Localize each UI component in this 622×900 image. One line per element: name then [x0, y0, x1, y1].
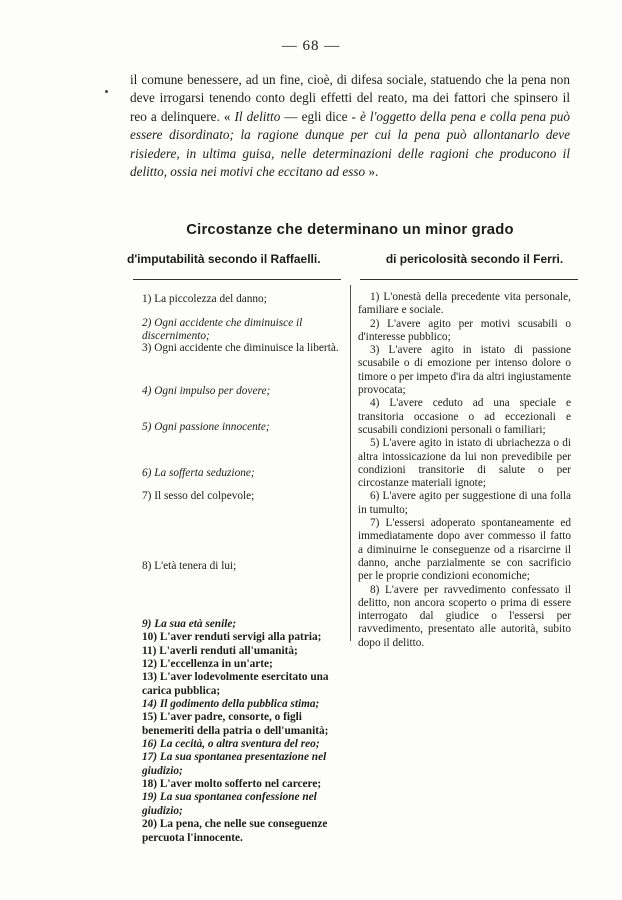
left-item-7: 7) Il sesso del colpevole;: [142, 490, 255, 502]
left-item-11: 11) L'averli renduti all'umanità;: [142, 644, 298, 657]
right-heading-rule: [360, 279, 578, 280]
left-item-2: 2) Ogni accidente che diminuisce il discernimento;: [142, 317, 303, 343]
left-item-19: 19) La sua spontanea confessione nel giudizio;: [142, 791, 317, 817]
right-column-list: [358, 291, 571, 650]
intro-aside: — egli dice -: [280, 108, 360, 124]
left-item-13: 13) L'aver lodevolmente esercitato una carica pubblica;: [142, 671, 329, 697]
right-item-2: 2) L'avere agito per motivi scusabili o d'interesse pubblico;: [358, 317, 571, 343]
left-column-heading: d'imputabilità secondo il Raffaelli.: [127, 252, 321, 266]
left-item-4: 4) Ogni impulso per dovere;: [142, 385, 271, 397]
left-item-1: 1) La piccolezza del danno;: [142, 293, 267, 305]
right-item-6: 6) L'avere agito per suggestione di una folla in tumulto;: [358, 490, 571, 516]
right-column-heading: di pericolosità secondo il Ferri.: [385, 252, 564, 266]
left-item-20: 20) La pena, che nelle sue conseguenze percuota l'innocente.: [142, 818, 328, 844]
right-item-1: 1) L'onestà della precedente vita personale, familiare e sociale.: [358, 291, 571, 317]
intro-quote-body: è l'oggetto della pena e colla pena può essere disordinato; la ragione dunque per cui la pena può allontanarlo deve risiedere, in ultima guisa, nelle determinazioni delle ragioni che producono il delitto, ossia nei motivi che eccitano ad esso: [130, 108, 570, 180]
left-item-6: 6) La sofferta seduzione;: [142, 467, 255, 479]
intro-text: il comune benessere, ad un fine, cioè, di difesa sociale, statuendo che la pena non deve irrogarsi tenendo conto degli effetti del reato, ma dei fattori che spinsero il reo a delinquere. «: [130, 72, 570, 124]
column-divider: [350, 285, 351, 641]
left-item-8: 8) L'età tenera di lui;: [142, 560, 237, 572]
section-title: Circostanze che determinano un minor grado: [186, 222, 514, 238]
right-item-8: 8) L'avere per ravvedimento confessato il delitto, non ancora scoperto o prima di essere interrogato dal giudice o l'essersi per ravvedimento, presentato alle autorità, subito dopo il delitto.: [358, 583, 571, 649]
left-item-16: 16) La cecità, o altra sventura del reo;: [142, 738, 320, 751]
page-number: — 68 —: [281, 38, 341, 54]
left-item-17: 17) La sua spontanea presentazione nel giudizio;: [142, 751, 327, 777]
left-item-5: 5) Ogni passione innocente;: [142, 421, 270, 433]
left-item-15: 15) L'aver padre, consorte, o figli benemeriti della patria o dell'umanità;: [142, 711, 329, 737]
left-lower-list: [142, 618, 342, 845]
left-item-12: 12) L'eccellenza in un'arte;: [142, 658, 273, 671]
right-item-4: 4) L'avere ceduto ad una speciale e transitoria occasione o ad eccezionali e scusabili condizioni personali o familiari;: [358, 397, 571, 436]
intro-paragraph: [130, 71, 570, 181]
left-item-18: 18) L'aver molto sofferto nel carcere;: [142, 778, 322, 791]
intro-quote-start: Il delitto: [234, 108, 281, 124]
left-heading-rule: [133, 279, 341, 280]
right-item-7: 7) L'essersi adoperato spontaneamente ed immediatamente dopo aver commesso il fatto a diminuirne le conseguenze od a risarcirne il danno, anche parzialmente se con sacrificio per le proprie condizioni economiche;: [358, 517, 571, 583]
right-item-5: 5) L'avere agito in istato di ubriachezza o di altra intossicazione da lui non prevedibile per condizioni transitorie di salute o per circostanze materiali ignote;: [358, 437, 571, 490]
right-item-3: 3) L'avere agito in istato di passione scusabile o di emozione per intenso dolore o timore o per impeto d'ira da altri ingiustamente provocata;: [358, 344, 571, 397]
left-item-14: 14) Il godimento della pubblica stima;: [142, 698, 320, 711]
left-item-10: 10) L'aver renduti servigi alla patria;: [142, 631, 322, 644]
margin-dot: [105, 90, 108, 93]
left-item-9: 9) La sua età senile;: [142, 618, 237, 630]
intro-closing: ».: [365, 164, 379, 180]
left-item-3: 3) Ogni accidente che diminuisce la libertà.: [142, 342, 339, 354]
